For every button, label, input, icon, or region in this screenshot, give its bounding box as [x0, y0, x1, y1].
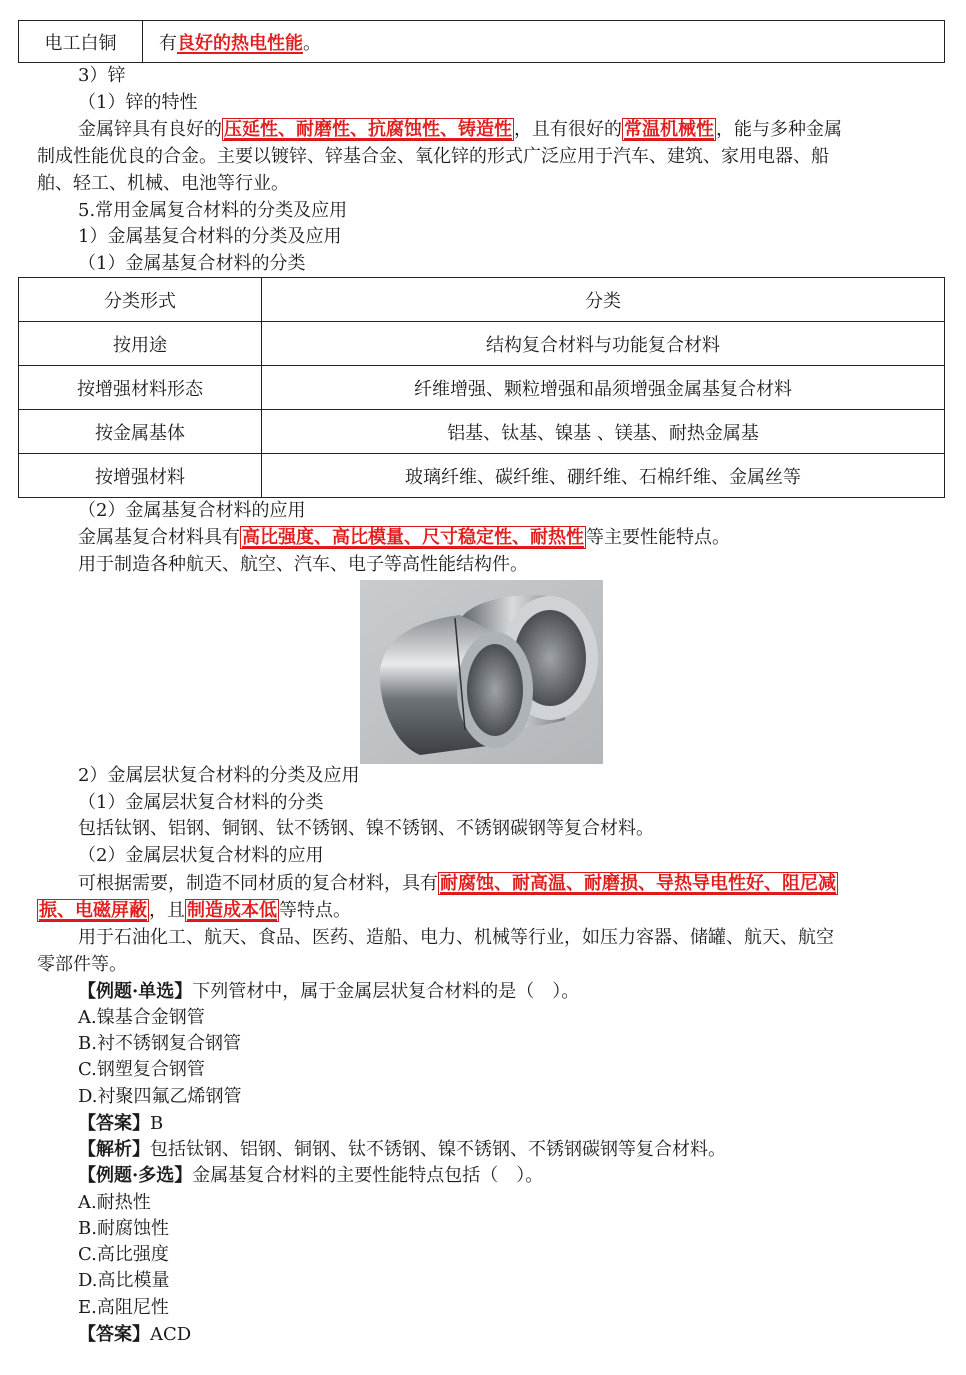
table-cell: 按增强材料形态	[19, 366, 262, 410]
layered-usage-line-2: 零部件等。	[37, 954, 127, 975]
table-cell: 玻璃纤维、碳纤维、硼纤维、石棉纤维、金属丝等	[262, 454, 945, 498]
question-2-stem	[78, 1163, 543, 1189]
cell-text-end: 。	[303, 32, 321, 54]
question-type-label: 【例题·单选】	[78, 981, 193, 1002]
table-cell: 按用途	[19, 322, 262, 366]
layered-application-line-1	[78, 871, 838, 897]
bushing-photo	[360, 580, 603, 764]
question-1-option: C.钢塑复合钢管	[78, 1059, 205, 1080]
question-2-answer	[78, 1322, 191, 1348]
layered-classification-heading: （1）金属层状复合材料的分类	[78, 792, 324, 813]
table-cell-value	[143, 21, 945, 63]
layered-heading: 2）金属层状复合材料的分类及应用	[78, 765, 360, 786]
zinc-paragraph-line-1	[78, 117, 842, 143]
question-text: 金属基复合材料的主要性能特点包括（ ）。	[192, 1165, 544, 1186]
layered-application-line-2	[37, 898, 351, 924]
table-header-cell: 分类	[262, 278, 945, 322]
cell-text: 有	[159, 32, 177, 54]
table-cell: 结构复合材料与功能复合材料	[262, 322, 945, 366]
table-header-cell: 分类形式	[19, 278, 262, 322]
highlight-emi-shielding: 振、电磁屏蔽	[39, 900, 147, 921]
mmc-classification-heading: （1）金属基复合材料的分类	[78, 253, 306, 274]
highlight-thermoelectric: 良好的热电性能	[177, 32, 303, 54]
highlight-layered-properties: 耐腐蚀、耐高温、耐磨损、导热导电性好、阻尼减	[440, 873, 836, 894]
layered-application-heading: （2）金属层状复合材料的应用	[78, 845, 324, 866]
text-run: 等主要性能特点。	[586, 527, 730, 548]
table-cell-label: 电工白铜	[19, 21, 143, 63]
question-1-stem	[78, 979, 579, 1005]
highlight-zinc-properties: 压延性、耐磨性、抗腐蚀性、铸造性	[224, 119, 512, 140]
layered-usage-line-1: 用于石油化工、航天、食品、医药、造船、电力、机械等行业，如压力容器、储罐、航天、航空	[78, 927, 834, 948]
zinc-paragraph-line-2: 制成性能优良的合金。主要以镀锌、锌基合金、氧化锌的形式广泛应用于汽车、建筑、家用电器、船	[37, 146, 829, 167]
highlight-low-cost: 制造成本低	[187, 900, 277, 921]
highlight-room-temp-mechanical: 常温机械性	[624, 119, 714, 140]
text-run: 可根据需要，制造不同材质的复合材料，具有	[78, 873, 438, 894]
text-run: ，且	[149, 900, 185, 921]
question-2-option: E.高阻尼性	[78, 1297, 169, 1318]
question-1-option: D.衬聚四氟乙烯钢管	[78, 1086, 242, 1107]
text-run: ，且有很好的	[514, 119, 622, 140]
table-row	[19, 322, 945, 366]
analysis-label: 【解析】	[78, 1139, 150, 1160]
text-run: 等特点。	[279, 900, 351, 921]
table-row	[19, 21, 945, 63]
question-type-label: 【例题·多选】	[78, 1165, 193, 1186]
question-1-analysis	[78, 1137, 726, 1163]
copper-table	[18, 20, 945, 63]
table-row	[19, 410, 945, 454]
mmc-application-heading: （2）金属基复合材料的应用	[78, 500, 306, 521]
mmc-heading: 1）金属基复合材料的分类及应用	[78, 226, 342, 247]
classification-table	[18, 277, 945, 498]
question-1-option: A.镍基合金钢管	[78, 1007, 205, 1028]
mmc-application-line-2: 用于制造各种航天、航空、汽车、电子等高性能结构件。	[78, 554, 528, 575]
section-5-heading: 5.常用金属复合材料的分类及应用	[78, 200, 348, 221]
highlight-mmc-properties: 高比强度、高比模量、尺寸稳定性、耐热性	[242, 527, 584, 548]
table-cell: 按金属基体	[19, 410, 262, 454]
question-2-option: A.耐热性	[78, 1192, 151, 1213]
zinc-heading: 3）锌	[78, 65, 126, 86]
answer-value: ACD	[150, 1324, 192, 1345]
question-2-option: B.耐腐蚀性	[78, 1218, 169, 1239]
mmc-application-line-1	[78, 525, 730, 551]
question-2-option: C.高比强度	[78, 1244, 169, 1265]
zinc-paragraph-line-3: 舶、轻工、机械、电池等行业。	[37, 173, 289, 194]
question-1-answer	[78, 1111, 163, 1137]
table-header-row	[19, 278, 945, 322]
table-row	[19, 366, 945, 410]
analysis-text: 包括钛钢、铝钢、铜钢、钛不锈钢、镍不锈钢、不锈钢碳钢等复合材料。	[150, 1139, 726, 1160]
answer-label: 【答案】	[78, 1324, 150, 1345]
table-row	[19, 454, 945, 498]
question-text: 下列管材中，属于金属层状复合材料的是（ ）。	[192, 981, 580, 1002]
question-2-option: D.高比模量	[78, 1270, 170, 1291]
answer-label: 【答案】	[78, 1113, 150, 1134]
answer-value: B	[150, 1113, 164, 1134]
table-cell: 纤维增强、颗粒增强和晶须增强金属基复合材料	[262, 366, 945, 410]
text-run: 金属锌具有良好的	[78, 119, 222, 140]
layered-classification-text: 包括钛钢、铝钢、铜钢、钛不锈钢、镍不锈钢、不锈钢碳钢等复合材料。	[78, 818, 654, 839]
question-1-option: B.衬不锈钢复合钢管	[78, 1033, 241, 1054]
text-run: 金属基复合材料具有	[78, 527, 240, 548]
zinc-subheading: （1）锌的特性	[78, 92, 198, 113]
table-cell: 铝基、钛基、镍基 、镁基、耐热金属基	[262, 410, 945, 454]
table-cell: 按增强材料	[19, 454, 262, 498]
text-run: ，能与多种金属	[716, 119, 842, 140]
